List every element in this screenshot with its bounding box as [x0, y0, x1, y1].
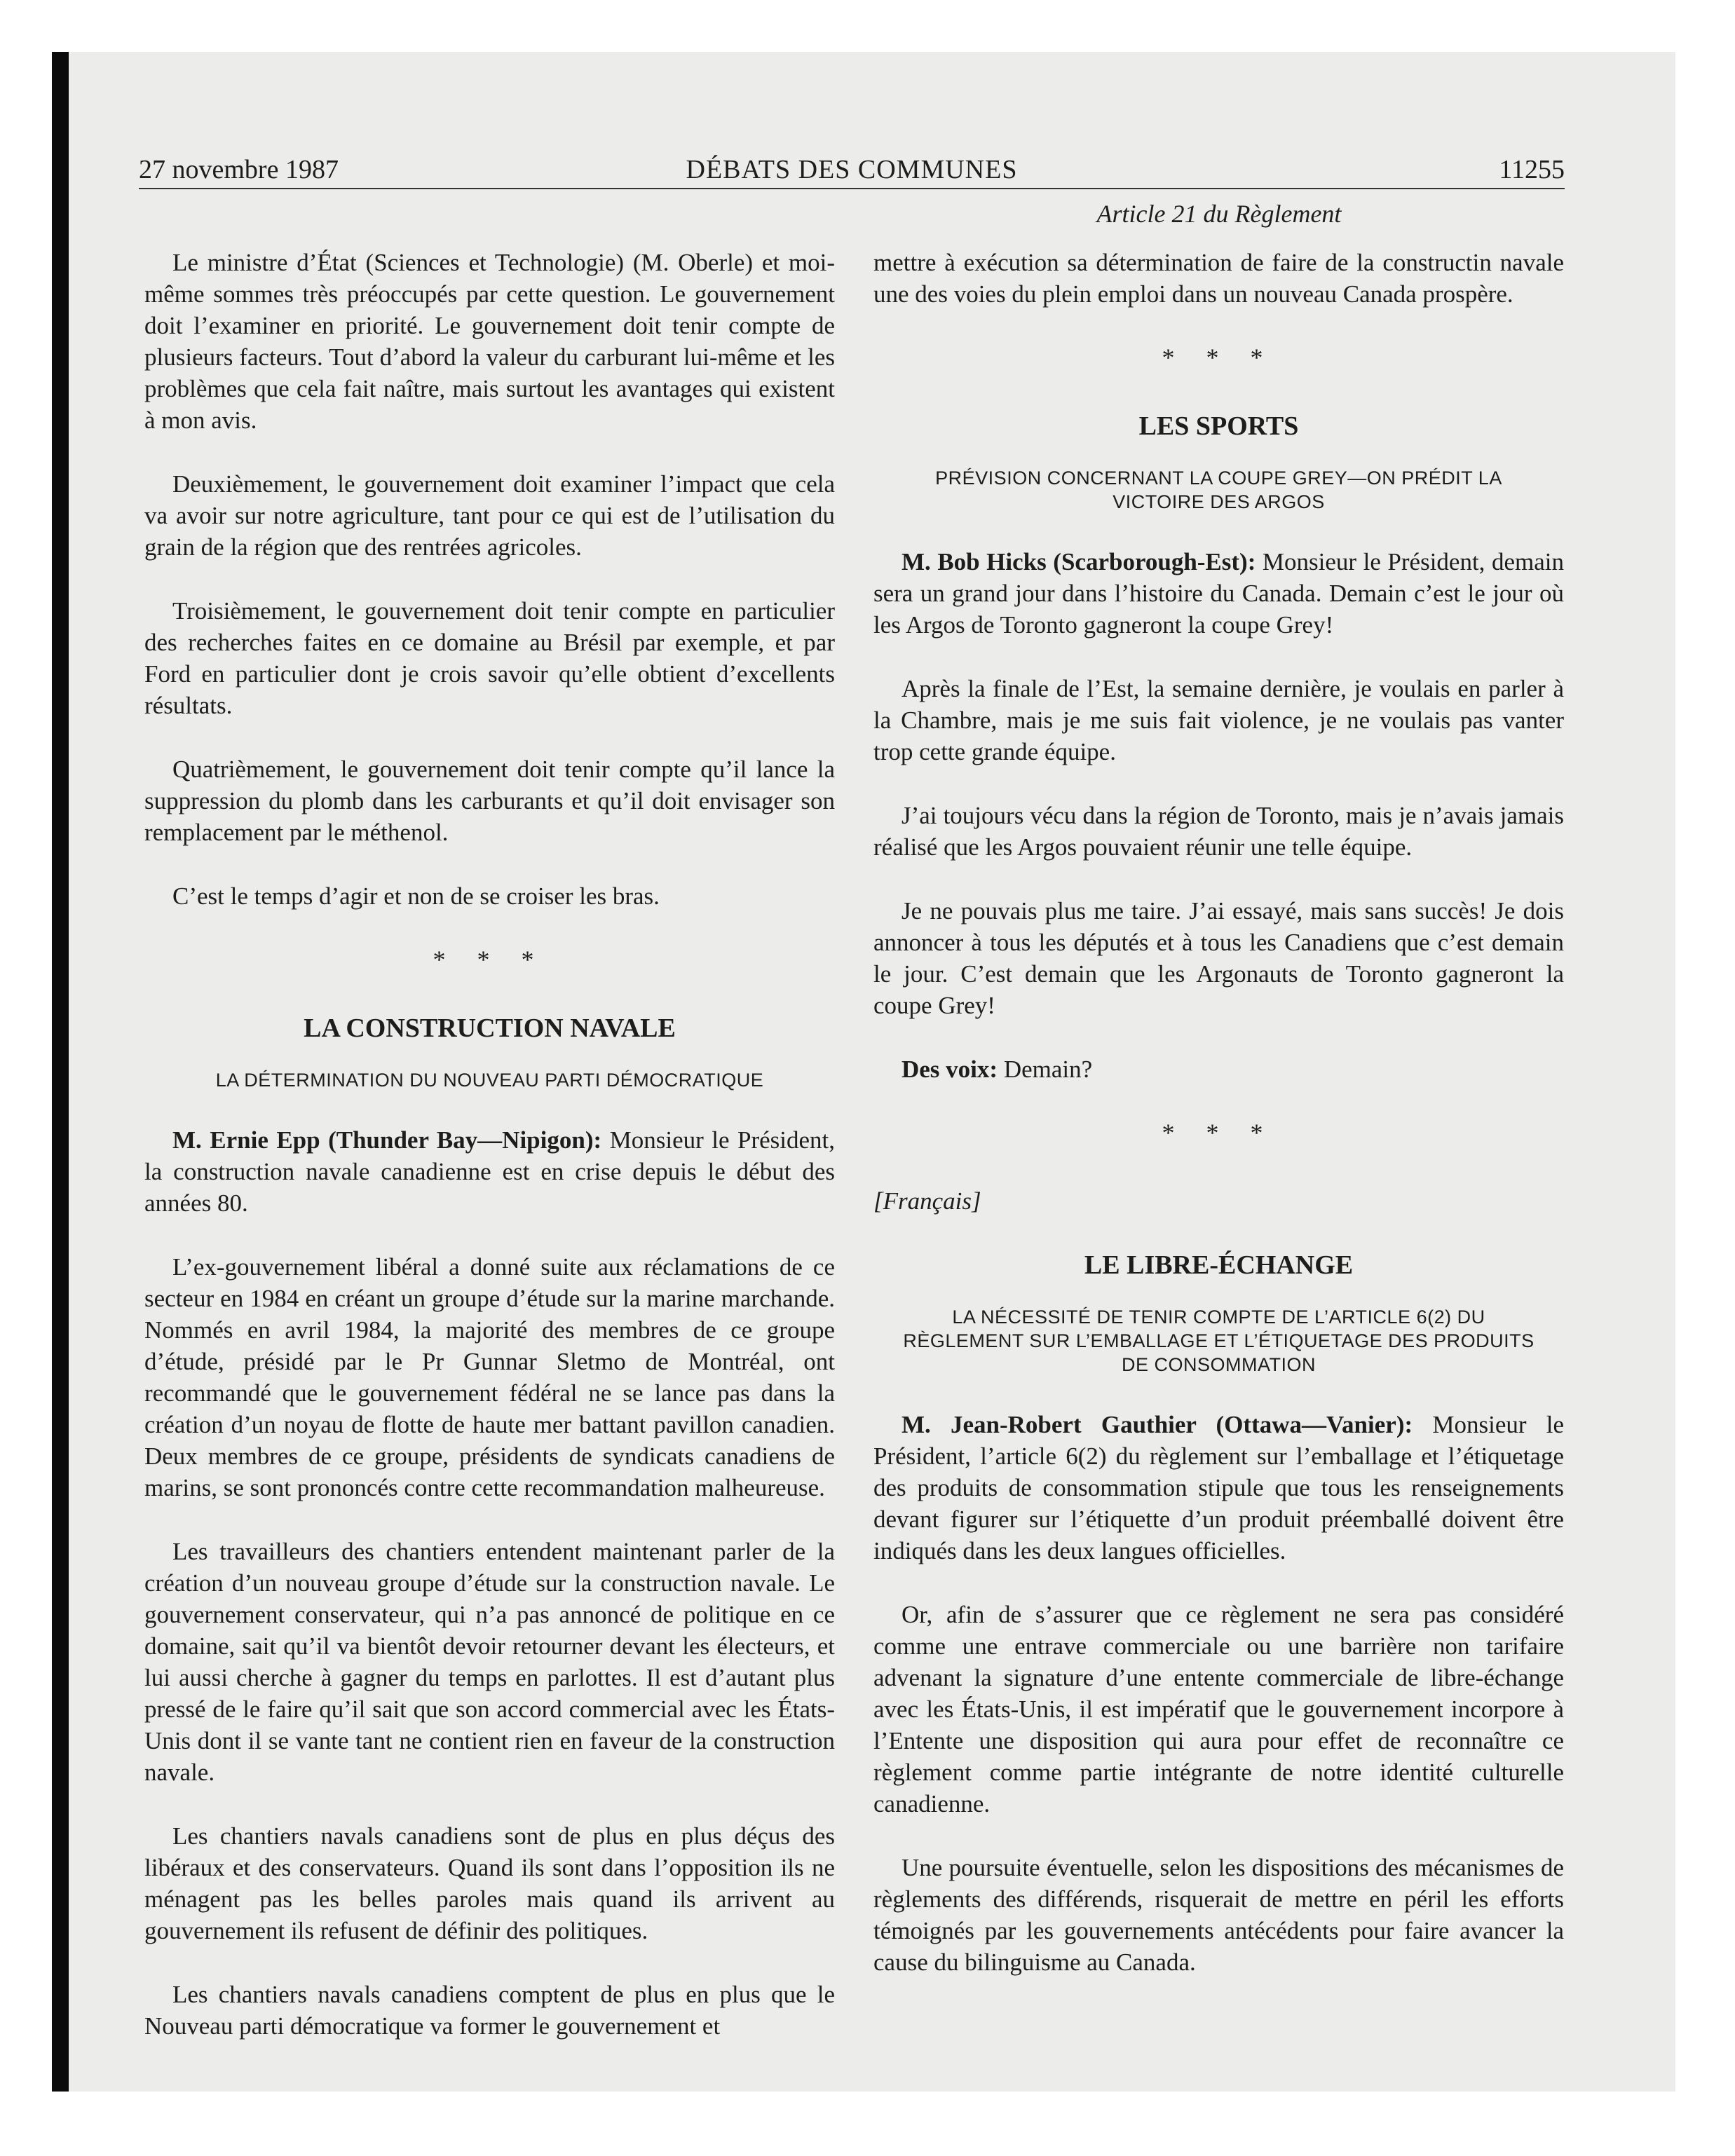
- speaker-name: M. Jean-Robert Gauthier (Ottawa—Vanier):: [901, 1411, 1413, 1438]
- section-heading: LA CONSTRUCTION NAVALE: [304, 1014, 676, 1043]
- speaker-name: M. Bob Hicks (Scarborough-Est):: [901, 548, 1256, 575]
- speech-text: Demain?: [1003, 1056, 1093, 1083]
- paragraph: J’ai toujours vécu dans la région de Toronto, mais je n’avais jamais réalisé que les Argos pouvaient réunir une telle équipe.: [873, 802, 1564, 861]
- header-date: 27 novembre 1987: [139, 155, 339, 184]
- language-marker: [Français]: [873, 1187, 981, 1215]
- section-separator: * * *: [433, 946, 547, 974]
- section-separator: * * *: [1162, 1119, 1276, 1147]
- header-subtitle: Article 21 du Règlement: [1096, 200, 1342, 228]
- paragraph: Or, afin de s’assurer que ce règlement ne sera pas considéré comme une entrave commerciale ou une barrière non tarifaire advenant la signature d’une entente commerciale de libre-échange avec les États-Unis, il est impératif que le gouvernement incorpore à l’Entente une disposition qui aura pour effet de reconnaître ce règlement comme partie intégrante de notre identité culturelle canadienne.: [873, 1601, 1564, 1817]
- speech-text: Monsieur le Président, l’article 6(2) du règlement sur l’emballage et l’étiquetage des produits de consommation stipule que tous les renseignements devant figurer sur l’étiquette d’un produit préemballé doivent être indiqués dans les deux langues officielles.: [873, 1411, 1564, 1564]
- paragraph: Les chantiers navals canadiens sont de plus en plus déçus des libéraux et des conservateurs. Quand ils sont dans l’opposition ils ne ménagent pas les belles paroles mais quand ils arrivent au gouvernement ils refusent de définir des politiques.: [144, 1822, 835, 1944]
- binding-edge: [52, 52, 69, 2092]
- paragraph: mettre à exécution sa détermination de faire de la constructin navale une des voies du plein emploi dans un nouveau Canada prospère.: [873, 249, 1564, 308]
- section-subheading: LA NÉCESSITÉ DE TENIR COMPTE DE L’ARTICLE 6(2) DU RÈGLEMENT SUR L’EMBALLAGE ET L’ÉTIQUETAGE DES PRODUITS DE CONSOMMATION: [903, 1306, 1535, 1375]
- speech-paragraph: [144, 1124, 835, 1219]
- speech-paragraph: [873, 1053, 1564, 1085]
- paragraph: Le ministre d’État (Sciences et Technologie) (M. Oberle) et moi-même sommes très préoccupés par cette question. Le gouvernement doit l’examiner en priorité. Le gouvernement doit tenir compte de plusieurs facteurs. Tout d’abord la valeur du carburant lui-même et les problèmes que cela fait naître, mais surtout les avantages qui existent à mon avis.: [144, 249, 835, 434]
- section-separator: * * *: [1162, 343, 1276, 371]
- right-column: [873, 247, 1564, 2010]
- page-header: [139, 151, 1565, 189]
- header-title: DÉBATS DES COMMUNES: [686, 155, 1018, 184]
- paragraph: Les chantiers navals canadiens comptent de plus en plus que le Nouveau parti démocratique va former le gouvernement et: [144, 1981, 835, 2040]
- paragraph: L’ex-gouvernement libéral a donné suite aux réclamations de ce secteur en 1984 en créant un groupe d’étude sur la marine marchande. Nommés en avril 1984, la majorité des membres de ce groupe d’étude, présidé par le Pr Gunnar Sletmo de Montréal, ont recommandé que le gouvernement fédéral ne se lance pas dans la création d’un noyau de flotte de haute mer battant pavillon canadien. Deux membres de ce groupe, présidents de syndicats canadiens de marins, se sont prononcés contre cette recommandation malheureuse.: [144, 1253, 835, 1501]
- paragraph: Les travailleurs des chantiers entendent maintenant parler de la création d’un nouveau groupe d’étude sur la construction navale. Le gouvernement conservateur, qui n’a pas annoncé de politique en ce domaine, sait qu’il va bientôt devoir retourner devant les électeurs, et lui aussi cherche à gagner du temps en parlottes. Il est d’autant plus pressé de le faire qu’il sait que son accord commercial avec les États-Unis dont il se vante tant ne contient rien en faveur de la construction navale.: [144, 1538, 835, 1786]
- header-page-number: 11255: [1499, 155, 1565, 184]
- paragraph: Troisièmement, le gouvernement doit tenir compte en particulier des recherches faites en ce domaine au Brésil par exemple, et par Ford en particulier dont je crois savoir qu’elle obtient d’excellents résultats.: [144, 597, 835, 719]
- paragraph: Quatrièmement, le gouvernement doit tenir compte qu’il lance la suppression du plomb dans les carburants et qu’il doit envisager son remplacement par le méthenol.: [144, 756, 835, 846]
- speech-paragraph: [873, 1409, 1564, 1567]
- speech-paragraph: [873, 546, 1564, 641]
- speech-text: Monsieur le Président, demain sera un grand jour dans l’histoire du Canada. Demain c’est le jour où les Argos de Toronto gagneront la coupe Grey!: [873, 548, 1564, 639]
- paragraph: Une poursuite éventuelle, selon les dispositions des mécanismes de règlements des différends, risquerait de mettre en péril les efforts témoignés par les gouvernements antécédents pour faire avancer la cause du bilinguisme au Canada.: [873, 1854, 1564, 1976]
- speaker-name: M. Ernie Epp (Thunder Bay—Nipigon):: [172, 1126, 602, 1154]
- section-heading: LES SPORTS: [1138, 411, 1299, 441]
- paragraph: Je ne pouvais plus me taire. J’ai essayé, mais sans succès! Je dois annoncer à tous les députés et à tous les Canadiens que c’est demain le jour. C’est demain que les Argonauts de Toronto gagneront la coupe Grey!: [873, 897, 1564, 1019]
- speech-text: Monsieur le Président, la construction navale canadienne est en crise depuis le début des années 80.: [144, 1126, 835, 1217]
- section-subheading: LA DÉTERMINATION DU NOUVEAU PARTI DÉMOCRATIQUE: [215, 1070, 764, 1091]
- section-subheading: PRÉVISION CONCERNANT LA COUPE GREY—ON PRÉDIT LA VICTOIRE DES ARGOS: [935, 468, 1502, 512]
- left-column: [144, 247, 835, 2074]
- section-heading: LE LIBRE-ÉCHANGE: [1084, 1250, 1354, 1280]
- speaker-name: Des voix:: [901, 1056, 998, 1083]
- paragraph: Après la finale de l’Est, la semaine dernière, je voulais en parler à la Chambre, mais je me suis fait violence, je ne voulais pas vanter trop cette grande équipe.: [873, 675, 1564, 765]
- paragraph: Deuxièmement, le gouvernement doit examiner l’impact que cela va avoir sur notre agriculture, tant pour ce qui est de l’utilisation du grain de la région que des rentrées agricoles.: [144, 470, 835, 561]
- paragraph: C’est le temps d’agir et non de se croiser les bras.: [172, 882, 660, 910]
